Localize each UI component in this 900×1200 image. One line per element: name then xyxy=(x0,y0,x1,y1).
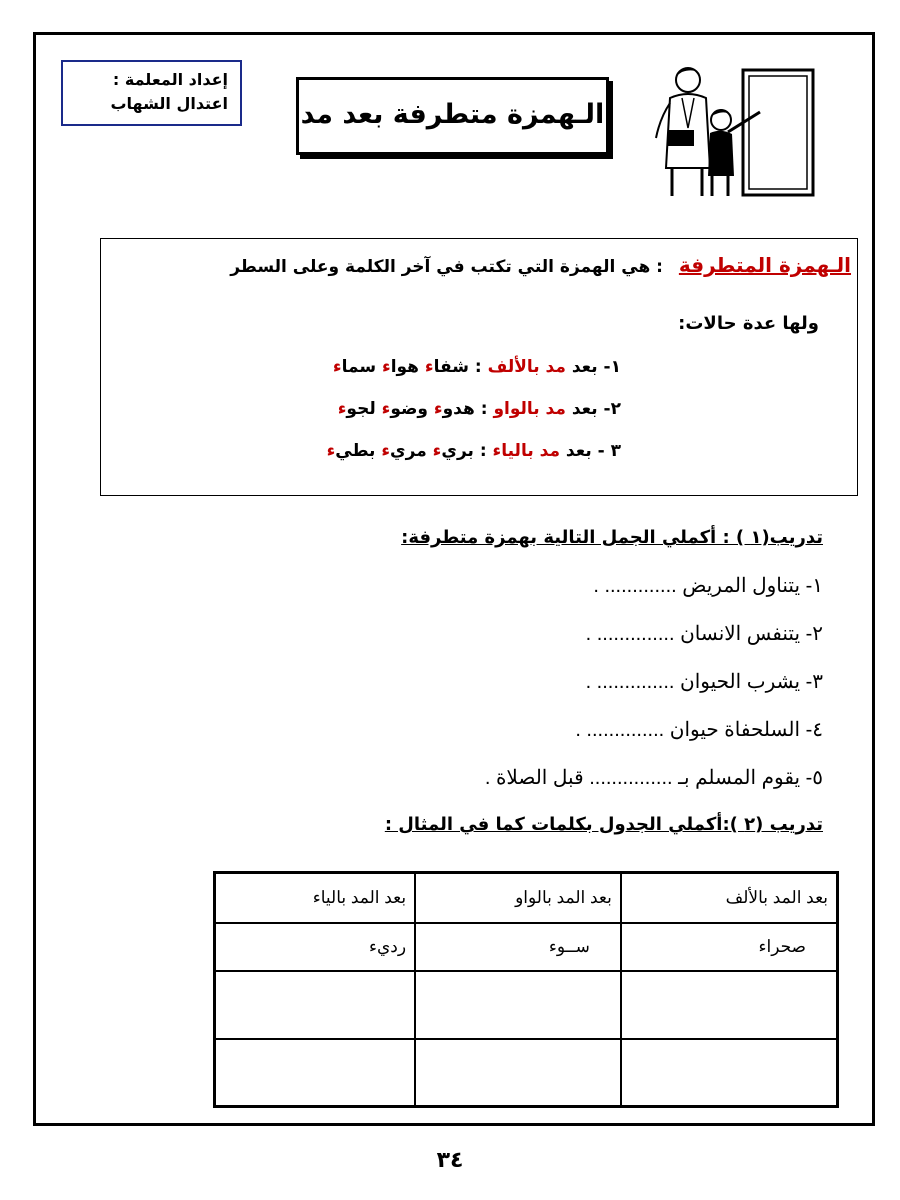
table-header-cell: بعد المد بالياء xyxy=(215,873,416,924)
definition-term: الـهمزة المتطرفة xyxy=(678,253,851,277)
definition-line xyxy=(230,253,851,277)
exercise-item: ١- يتناول المريض ............. . xyxy=(593,575,823,597)
table-header-cell: بعد المد بالواو xyxy=(415,873,621,924)
cases-intro: ولها عدة حالات: xyxy=(678,313,819,334)
exercise-item: ٢- يتنفس الانسان .............. . xyxy=(585,623,823,645)
exercise-item: ٤- السلحفاة حيوان .............. . xyxy=(575,719,823,741)
drill-2-title: تدريب (٢ ):أكملي الجدول بكلمات كما في المثال : xyxy=(384,814,823,835)
definition-text: : هي الهمزة التي تكتب في آخر الكلمة وعلى السطر xyxy=(230,257,669,277)
teacher-label: إعداد المعلمة : xyxy=(112,70,228,89)
teacher-name: اعتدال الشهاب xyxy=(110,94,228,113)
table-cell-blank[interactable] xyxy=(215,971,416,1038)
table-cell-blank[interactable] xyxy=(215,1039,416,1107)
table-example-row xyxy=(215,923,838,971)
table-header-cell: بعد المد بالألف xyxy=(621,873,838,924)
exercise-item: ٣- يشرب الحيوان .............. . xyxy=(585,671,823,693)
table-cell-blank[interactable] xyxy=(415,971,621,1038)
definition-box xyxy=(100,238,858,496)
page-title: الـهمزة متطرفة بعد مد xyxy=(296,77,609,155)
teacher-student-board-illustration xyxy=(648,58,818,198)
exercise-item: ٥- يقوم المسلم بـ ............... قبل الصلاة . xyxy=(484,767,823,789)
table-row xyxy=(215,1039,838,1107)
page-number: ٣٤ xyxy=(436,1148,464,1173)
teacher-credit-box xyxy=(61,60,242,126)
table-header-row xyxy=(215,873,838,924)
table-cell-blank[interactable] xyxy=(621,1039,838,1107)
table-cell-blank[interactable] xyxy=(621,971,838,1038)
table-row xyxy=(215,971,838,1038)
case-item-ya: ٣ - بعد مد بالياء : بريء مريء بطيء xyxy=(326,441,621,461)
table-cell: ســوء xyxy=(415,923,621,971)
table-cell: صحراء xyxy=(621,923,838,971)
table-cell-blank[interactable] xyxy=(415,1039,621,1107)
case-item-alif: ١- بعد مد بالألف : شفاء هواء سماء xyxy=(332,357,621,377)
case-item-waw: ٢- بعد مد بالواو : هدوء وضوء لجوء xyxy=(337,399,621,419)
hamza-cases-table xyxy=(213,871,839,1108)
table-cell: رديء xyxy=(215,923,416,971)
drill-1-title: تدريب(١ ) : أكملي الجمل التالية بهمزة متطرفة: xyxy=(401,527,823,548)
